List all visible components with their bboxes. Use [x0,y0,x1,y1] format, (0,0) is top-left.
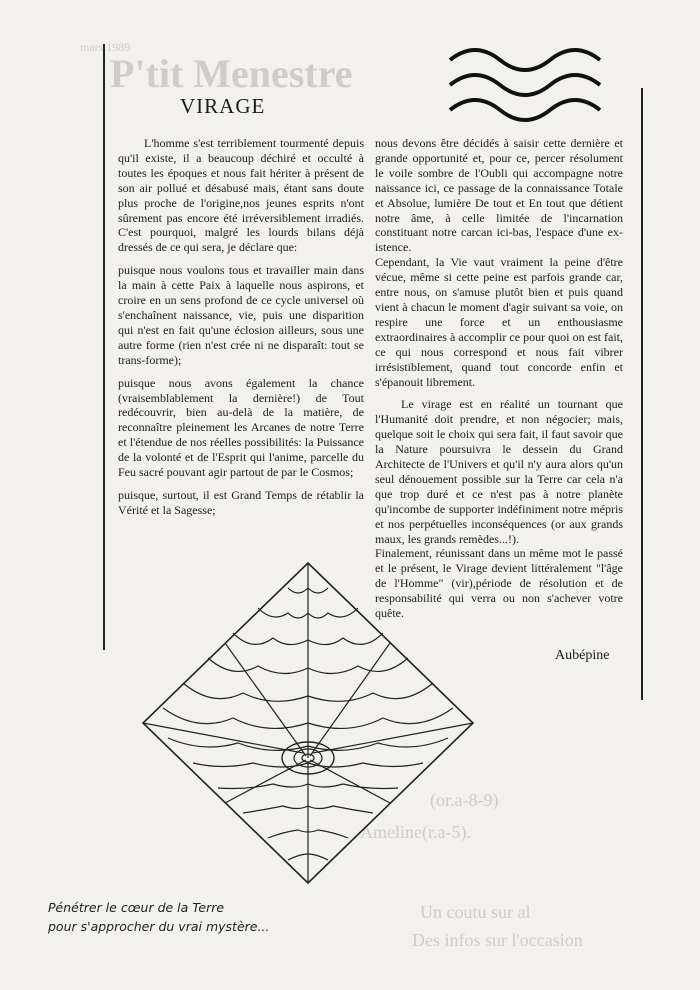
paragraph: puisque nous avons également la chance (vraisemblablement la dernière!) de Tout redécouvrir, bien au-delà de la matière, de reconnaître pleinement les Arcanes de notre Terre et l'étendue de nos réelles possibilités: la Puissance de la volonté et de l'Esprit qui l'anime, parcelle du Feu sacré pouvant agir partout de par le Cosmos; [118,375,364,480]
paragraph: puisque nous voulons tous et travailler main dans la main à cette Paix à laquelle nous aspirons, et croire en un sens profond de ce cycle universel où s'enchaînent naissance, vie, puis une disparition qui n'est en fait qu'une éclosion ailleurs, sous une autre forme (rien n'est crée ni ne disparaît: tout se trans-forme); [118,263,364,367]
bleed-line: Des infos sur l'occasion [412,930,583,950]
article-column-left [118,136,364,526]
bleed-line: (or.a-8-9) [430,790,499,810]
waves-decoration-icon [440,40,640,130]
caption-line: pour s'approcher du vrai mystère... [48,919,270,934]
bleed-masthead: P'tit Menestre [110,51,353,96]
paragraph: L'homme s'est terriblement tourmenté depuis qu'il existe, il a beaucoup déchiré et occulté à toutes les époques et nous fait hériter à présent de son air pollué et désabusé mais, étant sans doute plus proche de l'origine,nos jeunes esprits n'ont sûrement pas encore été irréversiblement irradiés. C'est pourquoi, malgré les lourds bilans déjà dressés de ce qui sera, je déclare que: [118,136,364,255]
paragraph: Finalement, réunissant dans un même mot le passé et le présent, le Virage devient littéralement "l'âge de l'Homme" (vir),période de résolution et de responsabilité qui verra ou non s'achever votre quête. [375,546,623,621]
bleed-line: Un coutu sur al [420,902,531,922]
frame-rule-left [103,44,105,650]
paragraph: puisque, surtout, il est Grand Temps de rétablir la Vérité et la Sagesse; [118,487,364,517]
handwritten-caption [48,898,269,936]
bleed-line: Ameline(r.a-5). [360,822,471,842]
paragraph: Cependant, la Vie vaut vraiment la peine d'être vécue, même si cette peine est parfois grande car, entre nous, on s'amuse plutôt bien et puis quand vient à chacun le moment d'agir suivant sa voie, on respire une force et un enthousiasme extraordinaires à accomplir ce pour quoi on est fait, ce qui nous correspond et nous fait vibrer irrésistiblement, quand tout concorde enfin et s'épanouit librement. [375,255,623,389]
article-column-right [375,136,623,629]
paragraph: nous devons être décidés à saisir cette dernière et grande opportunité et, pour ce, percer résolument le voile sombre de l'Oubli qui accompagne notre naissance ici, ce passage de la connaissance Totale et Absolue, lumière De tout et En tout que détient notre âme, à celle limitée de l'incarnation constituant notre carcan ici-bas, l'espace d'une ex-istence. [375,136,623,255]
bleed-date: mars 1989 [80,40,131,54]
paragraph: Le virage est en réalité un tournant que l'Humanité doit prendre, et non négocier; mais, quelque soit le choix qui sera fait, il faut savoir que la Nature poursuivra le dessein du Grand Architecte de l'Univers et qu'il n'y aura alors qu'un seul dénouement possible sur la Terre car cela n'a que trop duré et ce n'est pas à notre planète qu'incombe de supporter indéfiniment notre mépris et nos perpétuelles inconséquences (or aux grands maux, les grands remèdes...!). [375,397,623,546]
article-signature: Aubépine [555,648,610,663]
spiderweb-diamond-illustration [138,558,478,888]
caption-line: Pénétrer le cœur de la Terre [48,900,225,915]
article-title: VIRAGE [180,94,266,119]
frame-rule-right [641,88,643,700]
